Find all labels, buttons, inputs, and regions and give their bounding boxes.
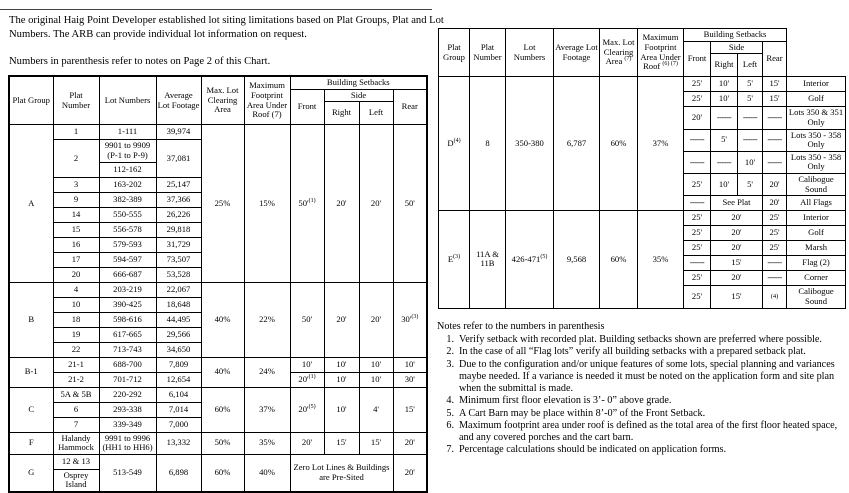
rear-cell: ------ bbox=[763, 256, 787, 271]
category-cell: Lots 350 - 358 Only bbox=[787, 151, 846, 173]
table-row bbox=[9, 76, 427, 89]
category-cell: Calibogue Sound bbox=[787, 174, 846, 196]
lot-numbers-cell: 594-597 bbox=[99, 252, 156, 267]
table-row bbox=[9, 282, 427, 297]
note-ref: (6) (7) bbox=[662, 61, 678, 68]
note-text: Due to the configuration and/or unique features of some lots, special planning and variances maybe needed. If a variance is needed it must be noted on the application form and site plan when the submittal is made. bbox=[459, 358, 835, 395]
label: Max. Lot Clearing Area bbox=[602, 37, 635, 67]
col-header-left: Left bbox=[738, 54, 763, 77]
plat-number-cell: 7 bbox=[53, 417, 99, 432]
plat-number-cell: 18 bbox=[53, 312, 99, 327]
front-cell: 25' bbox=[684, 286, 711, 308]
value: 50' bbox=[298, 197, 309, 208]
col-header-front: Front bbox=[684, 41, 711, 77]
left-cell: 10' bbox=[738, 151, 763, 173]
category-cell: Golf bbox=[787, 226, 846, 241]
note-item bbox=[437, 420, 848, 444]
clearing-cell: 60% bbox=[201, 454, 244, 492]
plat-group-cell bbox=[439, 77, 470, 211]
col-header-footprint bbox=[638, 29, 684, 77]
rear-cell: 10' bbox=[393, 357, 427, 372]
col-header-right: Right bbox=[711, 54, 738, 77]
lot-numbers-cell: 350-380 bbox=[506, 77, 554, 211]
plat-number-cell: 9 bbox=[53, 192, 99, 207]
side-cell: 20' bbox=[711, 211, 763, 226]
plat-number-cell: 1 bbox=[53, 125, 99, 140]
front-cell bbox=[290, 387, 324, 432]
col-header-avg-footage: Average Lot Footage bbox=[156, 76, 201, 125]
note-text: Percentage calculations should be indicated on application forms. bbox=[459, 444, 727, 456]
front-cell: 10' bbox=[290, 357, 324, 372]
note-item bbox=[437, 334, 848, 346]
front-cell: 20' bbox=[290, 432, 324, 454]
plat-number-cell: 15 bbox=[53, 222, 99, 237]
lot-numbers-cell: 293-338 bbox=[99, 402, 156, 417]
note-number: 3. bbox=[446, 358, 454, 370]
front-cell: 25' bbox=[684, 77, 711, 92]
col-header-footprint: Maximum Footprint Area Under Roof (7) bbox=[244, 76, 290, 125]
lot-numbers-cell: 666-687 bbox=[99, 267, 156, 282]
avg-footage-cell: 22,067 bbox=[156, 282, 201, 297]
note-number: 5. bbox=[446, 407, 454, 419]
footprint-cell: 35% bbox=[244, 432, 290, 454]
plat-number-cell: 21-1 bbox=[53, 357, 99, 372]
col-header-left: Left bbox=[359, 102, 393, 125]
note-ref: (1) bbox=[308, 197, 316, 204]
avg-footage-cell: 25,147 bbox=[156, 177, 201, 192]
note-text: Verify setback with recorded plat. Building setbacks shown are preferred where possible. bbox=[459, 334, 822, 346]
avg-footage-cell: 7,000 bbox=[156, 417, 201, 432]
avg-footage-cell: 12,654 bbox=[156, 372, 201, 387]
avg-footage-cell: 26,226 bbox=[156, 207, 201, 222]
front-cell: ------ bbox=[684, 129, 711, 151]
col-header-avg-footage: Average Lot Footage bbox=[554, 29, 600, 77]
lot-numbers-cell: 203-219 bbox=[99, 282, 156, 297]
rear-cell: 25' bbox=[763, 211, 787, 226]
category-cell: Lots 350 - 358 Only bbox=[787, 129, 846, 151]
right-cell: 10' bbox=[711, 92, 738, 107]
plat-number-cell: 21-2 bbox=[53, 372, 99, 387]
rear-cell: 20' bbox=[393, 432, 427, 454]
left-cell: 20' bbox=[359, 282, 393, 357]
side-cell: See Plat bbox=[711, 196, 763, 211]
rear-cell: 50' bbox=[393, 125, 427, 282]
col-header-plat-number: Plat Number bbox=[53, 76, 99, 125]
lot-numbers-cell: 1-111 bbox=[99, 125, 156, 140]
plat-number-cell: Osprey Island bbox=[53, 469, 99, 492]
category-cell: Lots 350 & 351 Only bbox=[787, 107, 846, 129]
setbacks-table-right bbox=[438, 28, 846, 309]
table-row bbox=[9, 357, 427, 372]
avg-footage-cell: 9,568 bbox=[554, 211, 600, 308]
plat-number-cell: 8 bbox=[470, 77, 506, 211]
lot-numbers-cell: 598-616 bbox=[99, 312, 156, 327]
plat-number-cell: 17 bbox=[53, 252, 99, 267]
col-header-lot-numbers: Lot Numbers bbox=[506, 29, 554, 77]
footprint-cell: 37% bbox=[638, 77, 684, 211]
rear-cell: ------ bbox=[763, 129, 787, 151]
clearing-cell: 60% bbox=[600, 77, 638, 211]
side-cell: 15' bbox=[711, 256, 763, 271]
front-cell bbox=[290, 125, 324, 282]
left-cell: 10' bbox=[359, 372, 393, 387]
category-cell: Golf bbox=[787, 92, 846, 107]
left-cell: 5' bbox=[738, 77, 763, 92]
col-header-building-setbacks: Building Setbacks bbox=[290, 76, 427, 89]
plat-group-cell: B bbox=[9, 282, 53, 357]
plat-number-cell: 4 bbox=[53, 282, 99, 297]
rear-cell: ------ bbox=[763, 271, 787, 286]
lot-numbers-cell: 701-712 bbox=[99, 372, 156, 387]
right-cell: ------ bbox=[711, 107, 738, 129]
value: 20' bbox=[298, 403, 309, 414]
avg-footage-cell: 44,495 bbox=[156, 312, 201, 327]
avg-footage-cell: 6,787 bbox=[554, 77, 600, 211]
front-cell: 25' bbox=[684, 241, 711, 256]
avg-footage-cell: 39,974 bbox=[156, 125, 201, 140]
lot-numbers-cell: 220-292 bbox=[99, 387, 156, 402]
note-ref: (1) bbox=[308, 373, 316, 380]
category-cell: Flag (2) bbox=[787, 256, 846, 271]
rear-cell: 25' bbox=[763, 241, 787, 256]
lot-numbers-cell: 513-549 bbox=[99, 454, 156, 492]
plat-number-cell: 3 bbox=[53, 177, 99, 192]
category-cell: All Flags bbox=[787, 196, 846, 211]
front-cell: 25' bbox=[684, 226, 711, 241]
footprint-cell: 24% bbox=[244, 357, 290, 387]
avg-footage-cell: 37,081 bbox=[156, 140, 201, 177]
plat-number-cell: 19 bbox=[53, 327, 99, 342]
avg-footage-cell: 29,818 bbox=[156, 222, 201, 237]
avg-footage-cell: 18,648 bbox=[156, 297, 201, 312]
note-text: A Cart Barn may be place within 8’-0” of the Front Setback. bbox=[459, 407, 706, 419]
note-item bbox=[437, 408, 848, 420]
note-ref: (4) bbox=[453, 138, 461, 145]
table-row bbox=[9, 387, 427, 402]
lot-numbers-cell: 382-389 bbox=[99, 192, 156, 207]
lot-numbers-cell: 688-700 bbox=[99, 357, 156, 372]
plat-number-cell: 20 bbox=[53, 267, 99, 282]
side-cell: 15' bbox=[711, 286, 763, 308]
note-ref: (5) bbox=[540, 253, 548, 260]
footprint-cell: 35% bbox=[638, 211, 684, 308]
avg-footage-cell: 37,366 bbox=[156, 192, 201, 207]
right-cell: 15' bbox=[324, 432, 359, 454]
front-cell: 50' bbox=[290, 282, 324, 357]
lot-numbers-cell: 390-425 bbox=[99, 297, 156, 312]
note-number: 4. bbox=[446, 395, 454, 407]
note-text: Maximum footprint area under roof is defined as the total area of the first floor heated space, and any covered porches and the cart barn. bbox=[459, 419, 838, 444]
lot-numbers-cell bbox=[506, 211, 554, 308]
clearing-cell: 40% bbox=[201, 357, 244, 387]
rear-cell: 20' bbox=[763, 196, 787, 211]
left-cell: 4' bbox=[359, 387, 393, 432]
label: Maximum Footprint Area Under Roof bbox=[640, 32, 681, 72]
avg-footage-cell: 34,650 bbox=[156, 342, 201, 357]
front-cell: 25' bbox=[684, 174, 711, 196]
plat-group-cell: B-1 bbox=[9, 357, 53, 387]
category-cell: Marsh bbox=[787, 241, 846, 256]
note-item bbox=[437, 359, 848, 396]
lot-numbers-cell: 579-593 bbox=[99, 237, 156, 252]
front-cell: 25' bbox=[684, 92, 711, 107]
notes-section bbox=[437, 321, 848, 457]
left-cell: 5' bbox=[738, 174, 763, 196]
side-cell: 20' bbox=[711, 271, 763, 286]
right-cell: 20' bbox=[324, 282, 359, 357]
note-number: 1. bbox=[446, 334, 454, 346]
plat-number-cell: 2 bbox=[53, 140, 99, 177]
front-cell: ------ bbox=[684, 196, 711, 211]
plat-group-cell: A bbox=[9, 125, 53, 282]
left-cell: 10' bbox=[359, 357, 393, 372]
avg-footage-cell: 31,729 bbox=[156, 237, 201, 252]
rear-cell: 20' bbox=[763, 174, 787, 196]
avg-footage-cell: 29,566 bbox=[156, 327, 201, 342]
avg-footage-cell: 53,528 bbox=[156, 267, 201, 282]
plat-number-cell: 5A & 5B bbox=[53, 387, 99, 402]
left-cell: 20' bbox=[359, 125, 393, 282]
category-cell: Interior bbox=[787, 77, 846, 92]
intro-line-2: Numbers. The ARB can provide individual lot information on request. bbox=[9, 28, 307, 40]
table-row bbox=[439, 29, 846, 42]
category-cell: Corner bbox=[787, 271, 846, 286]
clearing-cell: 40% bbox=[201, 282, 244, 357]
note-number: 6. bbox=[446, 419, 454, 431]
note-ref: (3) bbox=[453, 253, 461, 260]
col-header-rear: Rear bbox=[763, 41, 787, 77]
front-cell: 25' bbox=[684, 271, 711, 286]
page-top-rule bbox=[0, 9, 432, 10]
intro-paragraph bbox=[9, 14, 444, 42]
note-item bbox=[437, 444, 848, 456]
left-cell: 15' bbox=[359, 432, 393, 454]
lot-numbers-cell: 550-555 bbox=[99, 207, 156, 222]
left-cell: ------ bbox=[738, 129, 763, 151]
right-cell: 5' bbox=[711, 129, 738, 151]
lot-numbers-cell: 112-162 bbox=[99, 162, 156, 177]
rear-cell: 15' bbox=[763, 77, 787, 92]
value: E bbox=[447, 253, 454, 264]
table-row bbox=[439, 211, 846, 226]
lot-numbers-cell: 556-578 bbox=[99, 222, 156, 237]
col-header-lot-numbers: Lot Numbers bbox=[99, 76, 156, 125]
front-cell: 25' bbox=[684, 211, 711, 226]
plat-number-cell: 6 bbox=[53, 402, 99, 417]
rear-cell: 15' bbox=[393, 387, 427, 432]
rear-cell: 15' bbox=[763, 92, 787, 107]
note-ref: (3) bbox=[411, 313, 419, 320]
front-cell: ------ bbox=[684, 151, 711, 173]
note-text: In the case of all “Flag lots” verify all building setbacks with a prepared setback plat. bbox=[459, 346, 806, 358]
note-item bbox=[437, 346, 848, 358]
plat-number-cell: 10 bbox=[53, 297, 99, 312]
table-row bbox=[9, 432, 427, 454]
plat-number-cell: 12 & 13 bbox=[53, 454, 99, 469]
front-cell: 20' bbox=[684, 107, 711, 129]
lot-numbers-cell: 9991 to 9996 (HH1 to HH6) bbox=[99, 432, 156, 454]
plat-number-cell: Halandy Hammock bbox=[53, 432, 99, 454]
col-header-clearing: Max. Lot Clearing Area bbox=[201, 76, 244, 125]
clearing-cell: 60% bbox=[201, 387, 244, 432]
footprint-cell: 40% bbox=[244, 454, 290, 492]
parenthesis-note: Numbers in parenthesis refer to notes on Page 2 of this Chart. bbox=[9, 56, 271, 67]
side-cell: 20' bbox=[711, 241, 763, 256]
note-number: 2. bbox=[446, 346, 454, 358]
rear-cell: 25' bbox=[763, 226, 787, 241]
plat-number-cell: 22 bbox=[53, 342, 99, 357]
footprint-cell: 15% bbox=[244, 125, 290, 282]
lot-numbers-cell: 9901 to 9909 (P-1 to P-9) bbox=[99, 140, 156, 162]
col-header-right: Right bbox=[324, 102, 359, 125]
lot-numbers-cell: 617-665 bbox=[99, 327, 156, 342]
value: 426-471 bbox=[511, 253, 541, 264]
col-header-rear: Rear bbox=[393, 89, 427, 125]
right-cell: 10' bbox=[711, 174, 738, 196]
col-header-side: Side bbox=[324, 89, 393, 102]
rear-cell: 20' bbox=[393, 454, 427, 492]
footprint-cell: 37% bbox=[244, 387, 290, 432]
right-cell: 10' bbox=[324, 357, 359, 372]
category-cell: Calibogue Sound bbox=[787, 286, 846, 308]
avg-footage-cell: 7,014 bbox=[156, 402, 201, 417]
clearing-cell: 60% bbox=[600, 211, 638, 308]
value: 30' bbox=[401, 313, 412, 324]
plat-number-cell: 16 bbox=[53, 237, 99, 252]
plat-number-cell: 11A & 11B bbox=[470, 211, 506, 308]
note-ref: (7) bbox=[624, 56, 632, 63]
plat-group-cell bbox=[439, 211, 470, 308]
setbacks-table-left bbox=[8, 75, 428, 493]
right-cell: ------ bbox=[711, 151, 738, 173]
col-header-front: Front bbox=[290, 89, 324, 125]
front-cell bbox=[290, 372, 324, 387]
lot-numbers-cell: 163-202 bbox=[99, 177, 156, 192]
col-header-building-setbacks: Building Setbacks bbox=[684, 29, 787, 42]
category-cell: Interior bbox=[787, 211, 846, 226]
clearing-cell: 25% bbox=[201, 125, 244, 282]
avg-footage-cell: 6,104 bbox=[156, 387, 201, 402]
clearing-cell: 50% bbox=[201, 432, 244, 454]
left-cell: ------ bbox=[738, 107, 763, 129]
plat-number-cell: 14 bbox=[53, 207, 99, 222]
value: 20' bbox=[298, 373, 309, 384]
rear-cell: ------ bbox=[763, 151, 787, 173]
right-cell: 10' bbox=[324, 372, 359, 387]
avg-footage-cell: 13,332 bbox=[156, 432, 201, 454]
table-row bbox=[439, 77, 846, 92]
notes-title: Notes refer to the numbers in parenthesis bbox=[437, 321, 605, 332]
lot-numbers-cell: 713-743 bbox=[99, 342, 156, 357]
col-header-side: Side bbox=[711, 41, 763, 54]
right-cell: 10' bbox=[711, 77, 738, 92]
side-cell: 20' bbox=[711, 226, 763, 241]
table-row bbox=[9, 454, 427, 469]
avg-footage-cell: 73,507 bbox=[156, 252, 201, 267]
rear-cell: ------ bbox=[763, 107, 787, 129]
intro-line-1: The original Haig Point Developer established lot siting limitations based on Plat Groups, Plat and Lot bbox=[9, 15, 444, 26]
rear-cell: (4) bbox=[763, 286, 787, 308]
col-header-plat-group: Plat Group bbox=[439, 29, 470, 77]
avg-footage-cell: 6,898 bbox=[156, 454, 201, 492]
plat-group-cell: F bbox=[9, 432, 53, 454]
right-cell: 20' bbox=[324, 125, 359, 282]
note-item bbox=[437, 395, 848, 407]
table-row bbox=[9, 125, 427, 140]
col-header-plat-group: Plat Group bbox=[9, 76, 53, 125]
col-header-clearing bbox=[600, 29, 638, 77]
left-cell: 5' bbox=[738, 92, 763, 107]
plat-group-cell: G bbox=[9, 454, 53, 492]
note-ref: (5) bbox=[308, 403, 316, 410]
value: D bbox=[447, 137, 454, 148]
avg-footage-cell: 7,809 bbox=[156, 357, 201, 372]
col-header-plat-number: Plat Number bbox=[470, 29, 506, 77]
plat-group-cell: C bbox=[9, 387, 53, 432]
right-cell: 10' bbox=[324, 387, 359, 432]
front-cell: ------ bbox=[684, 256, 711, 271]
rear-cell bbox=[393, 282, 427, 357]
footprint-cell: 22% bbox=[244, 282, 290, 357]
rear-cell: 30' bbox=[393, 372, 427, 387]
note-text: Minimum first floor elevation is 3’- 0” above grade. bbox=[459, 395, 672, 407]
note-number: 7. bbox=[446, 444, 454, 456]
zero-lot-cell: Zero Lot Lines & Buildings are Pre-Sited bbox=[290, 454, 393, 492]
lot-numbers-cell: 339-349 bbox=[99, 417, 156, 432]
